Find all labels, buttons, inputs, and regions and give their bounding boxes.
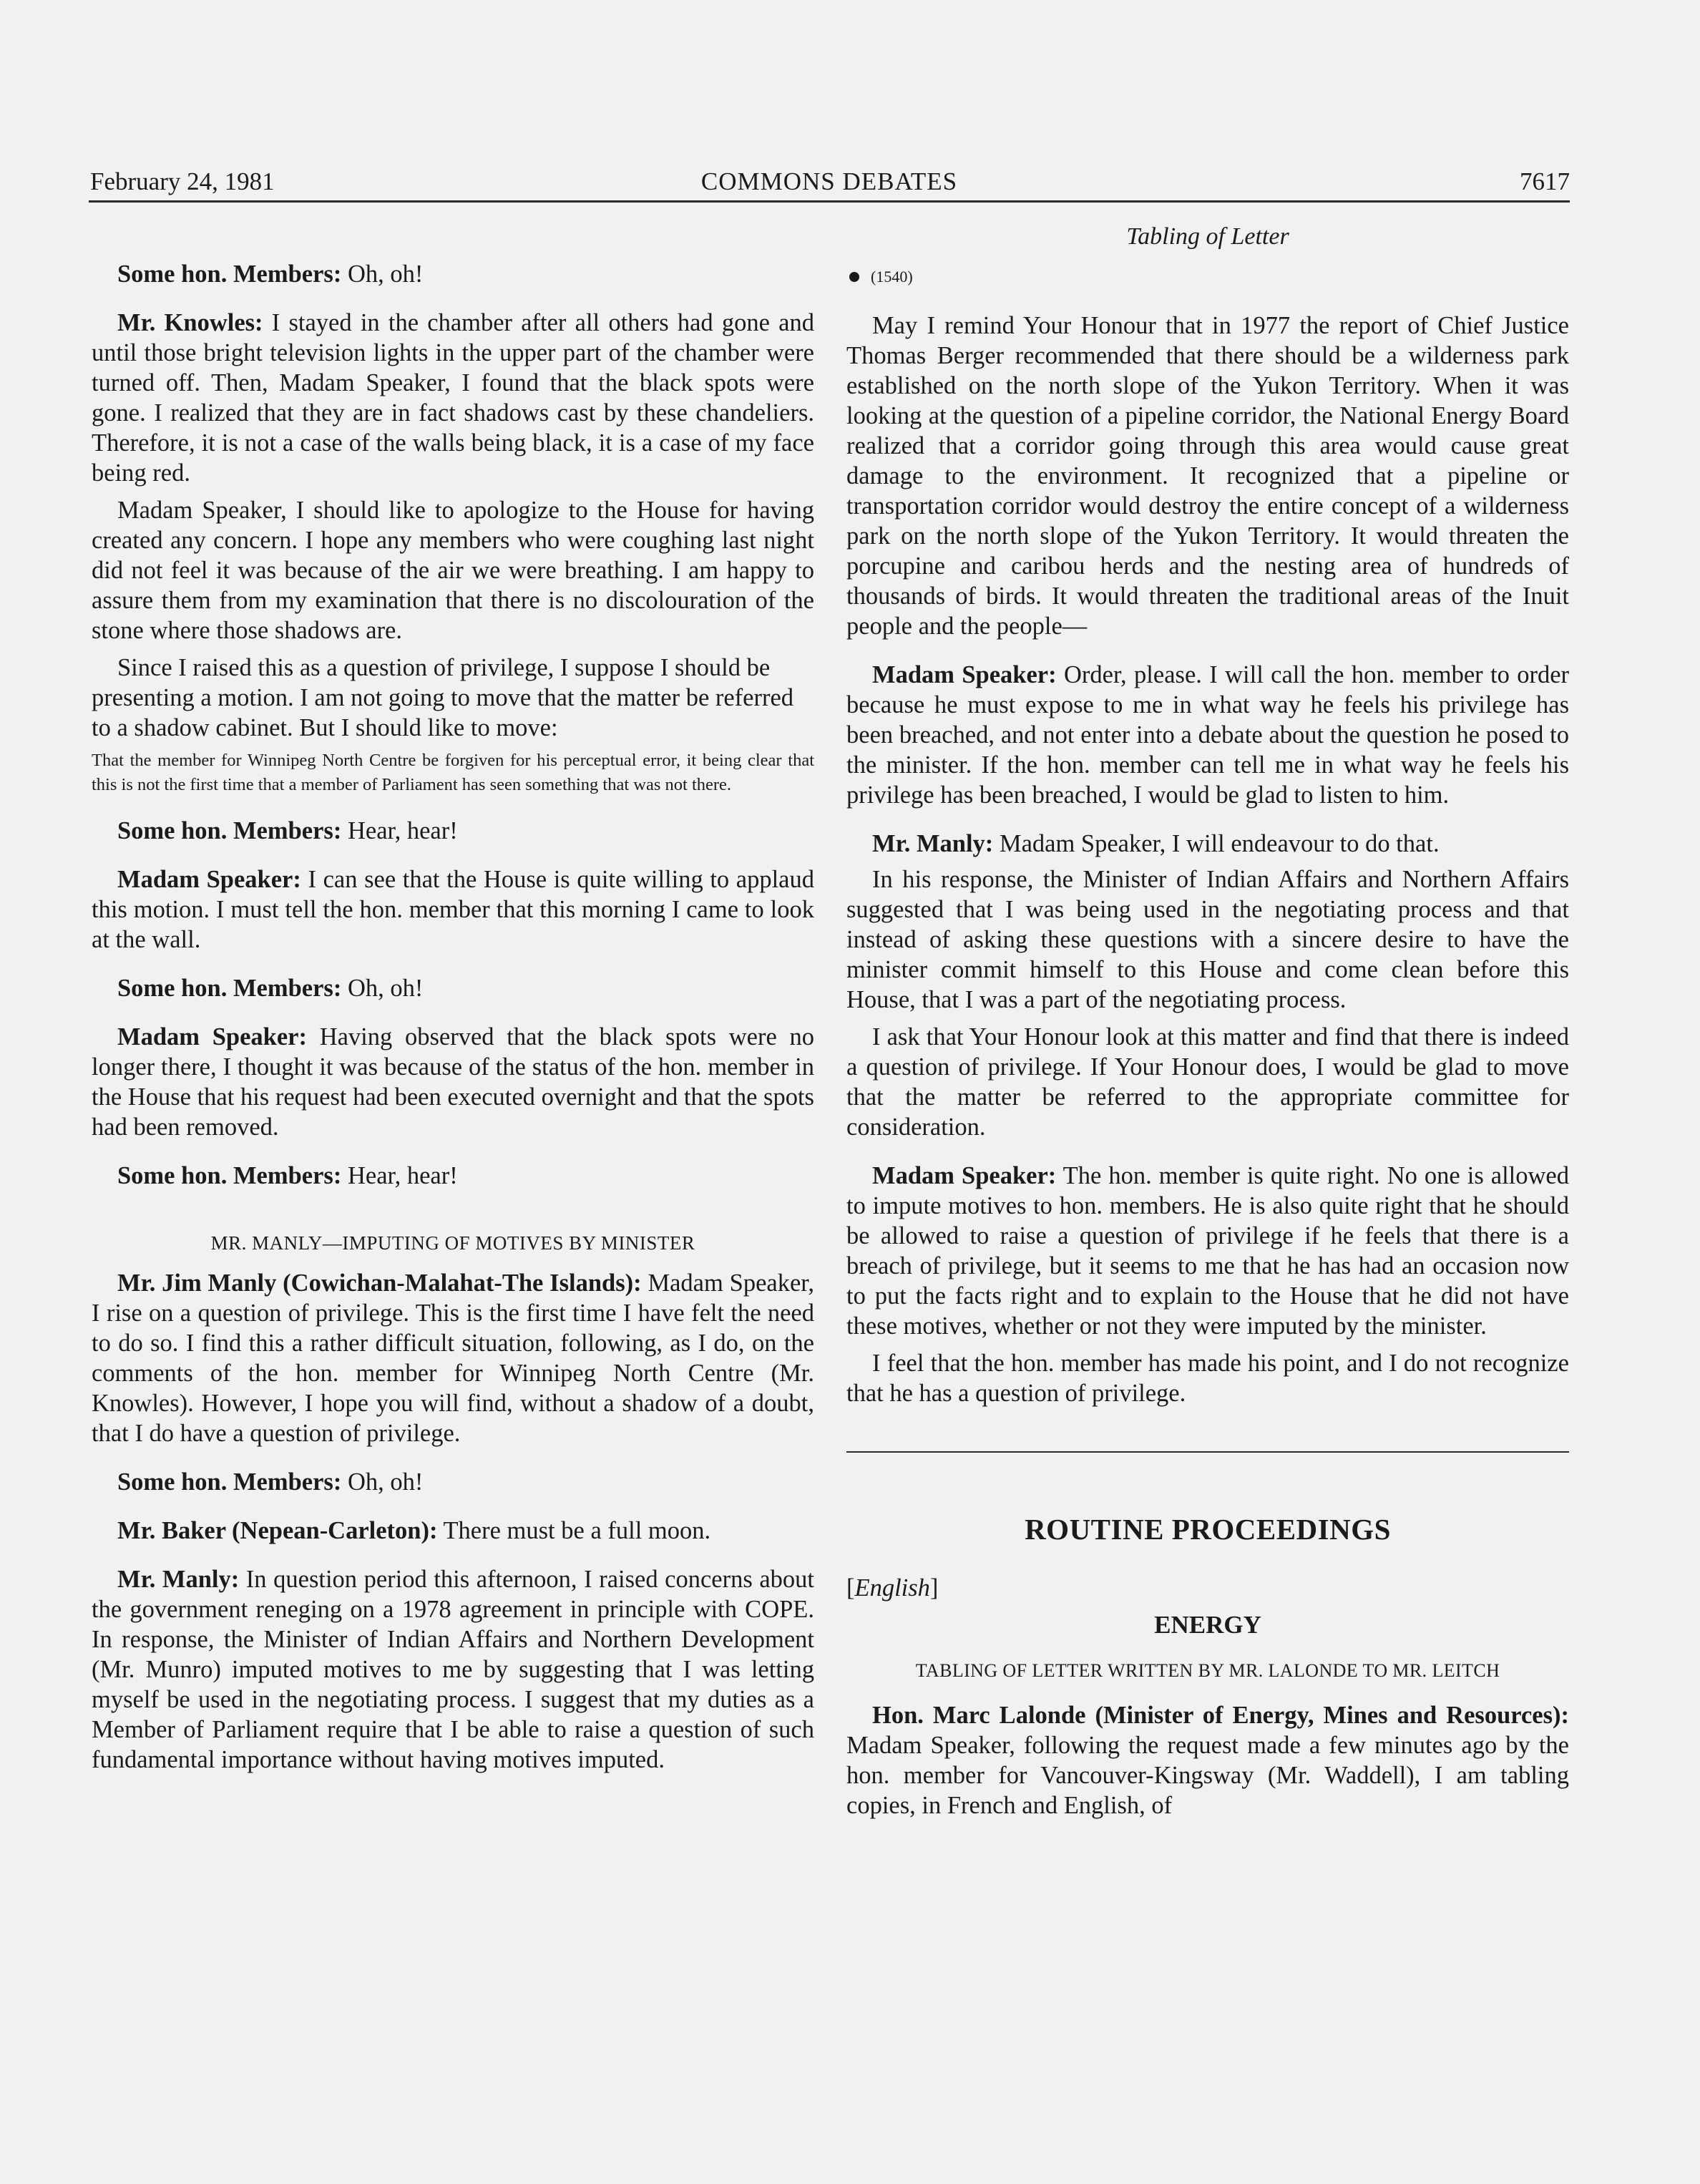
page-header [89,162,1570,203]
speaker-name: Mr. Baker (Nepean-Carleton): [117,1517,438,1544]
paragraph: Hon. Marc Lalonde (Minister of Energy, Mines and Resources): Madam Speaker, following the request made a few minutes ago by the hon. member for Vancouver-Kingsway (Mr. Waddell), I am tabling copies, in French and English, of [846,1702,1569,1819]
bullet-dot-icon [849,272,859,282]
left-column [92,215,814,1793]
speaker-name: Some hon. Members: [117,260,342,288]
paragraph: Mr. Manly: Madam Speaker, I will endeavour to do that. [872,830,1440,857]
paragraph: Some hon. Members: Oh, oh! [117,975,424,1002]
paragraph: Mr. Knowles: I stayed in the chamber after all others had gone and until those bright television lights in the upper part of the chamber were turned off. Then, Madam Speaker, I found that the black spots were gone. I realized that they are in fact shadows cast by these chandeliers. Therefore, it is not a case of the walls being black, it is a case of my face being red. [92,309,814,487]
header-rule [89,200,1570,203]
paragraph: Madam Speaker: I can see that the House is quite willing to applaud this motion. I must tell the hon. member that this morning I came to look at the wall. [92,866,814,953]
timestamp: (1540) [846,262,1569,292]
paragraph: Some hon. Members: Hear, hear! [117,817,458,844]
paragraph: Some hon. Members: Hear, hear! [117,1162,458,1189]
subject-heading: MR. MANLY—IMPUTING OF MOTIVES BY MINISTER [210,1232,695,1254]
paragraph: Mr. Baker (Nepean-Carleton): There must be a full moon. [117,1517,711,1544]
speaker-name: Mr. Manly: [117,1566,240,1593]
right-column [846,215,1569,1839]
paragraph: Some hon. Members: Oh, oh! [117,1468,424,1496]
paragraph: Some hon. Members: Oh, oh! [117,260,424,288]
paragraph: Madam Speaker: Order, please. I will call the hon. member to order because he must expose to me in what way he feels his privilege has been breached, and not enter into a debate about the question he posed to the minister. If the hon. member can tell me in what way he feels his privilege has been breached, I would be glad to listen to him. [846,661,1569,809]
paragraph: I ask that Your Honour look at this matter and find that there is indeed a question of privilege. If Your Honour does, I would be glad to move that the matter be referred to the appropriate committee for consideration. [846,1023,1569,1141]
running-head: Tabling of Letter [1126,223,1289,250]
speaker-name: Mr. Knowles: [117,309,263,336]
section-rule [846,1451,1569,1453]
speaker-name: Madam Speaker: [872,1162,1057,1189]
header-title: COMMONS DEBATES [700,167,958,195]
speaker-name: Some hon. Members: [117,1468,342,1496]
speaker-name: Hon. Marc Lalonde (Minister of Energy, Mines and Resources): [872,1702,1569,1729]
paragraph: Madam Speaker: Having observed that the black spots were no longer there, I thought it was because of the status of the hon. member in the House that his request had been executed overnight and that the spots had been removed. [92,1023,814,1141]
motion-text: That the member for Winnipeg North Centre be forgiven for his perceptual error, it being clear that this is not the first time that a member of Parliament has seen something that was not there. [92,751,814,794]
paragraph: Mr. Jim Manly (Cowichan-Malahat-The Islands): Madam Speaker, I rise on a question of privilege. This is the first time I have felt the need to do so. I find this a rather difficult situation, following, as I do, on the comments of the hon. member for Winnipeg North Centre (Mr. Knowles). However, I hope you will find, without a shadow of a doubt, that I do have a question of privilege. [92,1269,814,1447]
paragraph: May I remind Your Honour that in 1977 the report of Chief Justice Thomas Berger recommended that there should be a wilderness park established on the north slope of the Yukon Territory. When it was looking at the question of a pipeline corridor, the National Energy Board realized that a corridor going through this area would cause great damage to the environment. It recognized that a pipeline or transportation corridor would destroy the entire concept of a wilderness park on the north slope of the Yukon Territory. It would threaten the porcupine and caribou herds and the nesting area of hundreds of thousands of birds. It would threaten the traditional areas of the Inuit people and the people— [846,312,1569,640]
paragraph: Since I raised this as a question of privilege, I suppose I should be presenting a motion. I am not going to move that the matter be referred to a shadow cabinet. But I should like to move: [92,654,794,741]
paragraph: I feel that the hon. member has made his point, and I do not recognize that he has a question of privilege. [846,1350,1569,1407]
speaker-name: Madam Speaker: [117,1023,307,1050]
speaker-name: Madam Speaker: [872,661,1057,688]
speaker-name: Madam Speaker: [117,866,301,893]
speaker-name: Some hon. Members: [117,1162,342,1189]
speaker-name: Mr. Jim Manly (Cowichan-Malahat-The Islands): [117,1269,642,1297]
paragraph: Madam Speaker, I should like to apologize to the House for having created any concern. I hope any members who were coughing last night did not feel it was because of the air we were breathing. I am happy to assure them from my examination that there is no discolouration of the stone where those shadows are. [92,497,814,644]
header-page-number: 7617 [1520,167,1570,195]
header-date: February 24, 1981 [90,167,275,195]
speaker-name: Mr. Manly: [872,830,994,857]
speaker-name: Some hon. Members: [117,817,342,844]
paragraph: Mr. Manly: In question period this afternoon, I raised concerns about the government reneging on a 1978 agreement in principle with COPE. In response, the Minister of Indian Affairs and Northern Development (Mr. Munro) imputed motives to me by suggesting that I was letting myself be used in the negotiating process. I suggest that my duties as a Member of Parliament require that I be able to raise a question of such fundamental importance without having motives imputed. [92,1566,814,1773]
topic-heading: ENERGY [1154,1611,1261,1639]
speaker-name: Some hon. Members: [117,975,342,1002]
subtopic-heading: TABLING OF LETTER WRITTEN BY MR. LALONDE TO MR. LEITCH [915,1660,1500,1681]
paragraph: Madam Speaker: The hon. member is quite right. No one is allowed to impute motives to hon. members. He is also quite right that he should be allowed to raise a question of privilege if he feels that there is a breach of privilege, but it seems to me that he has had an occasion now to put the facts right and to explain to the House that he did not have these motives, whether or not they were imputed by the minister. [846,1162,1569,1340]
paragraph: In his response, the Minister of Indian Affairs and Northern Affairs suggested that I was being used in the negotiating process and that instead of asking these questions with a sincere desire to have the minister commit himself to this House and come clean before this House, that I was a part of the negotiating process. [846,866,1569,1013]
section-title: ROUTINE PROCEEDINGS [1025,1513,1391,1546]
language-note: [English] [846,1574,939,1602]
